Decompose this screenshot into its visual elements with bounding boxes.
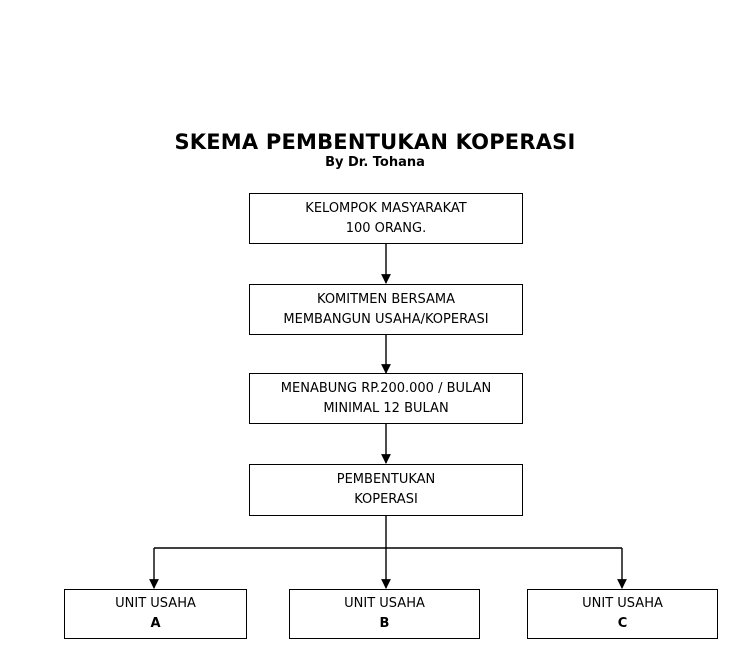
node-line: UNIT USAHA (115, 596, 196, 611)
diagram-title: SKEMA PEMBENTUKAN KOPERASI (174, 130, 576, 154)
node-line: MENABUNG RP.200.000 / BULAN (280, 380, 492, 396)
node-line: KELOMPOK MASYARAKAT (305, 200, 467, 216)
node-line: UNIT USAHA (344, 596, 425, 611)
node-line: MINIMAL 12 BULAN (323, 400, 449, 416)
node-komitmen-bersama (249, 284, 523, 335)
node-line: A (150, 616, 161, 631)
node-line: B (379, 616, 390, 631)
node-line: KOMITMEN BERSAMA (317, 291, 455, 307)
node-line: UNIT USAHA (582, 596, 663, 611)
node-line: KOPERASI (354, 492, 418, 507)
node-unit-usaha-a (64, 589, 247, 639)
node-line: PEMBENTUKAN (336, 472, 436, 487)
node-line: 100 ORANG. (345, 220, 427, 236)
diagram-subtitle: By Dr. Tohana (325, 155, 425, 170)
node-menabung (249, 373, 523, 424)
node-pembentukan-koperasi (249, 464, 523, 516)
node-line: MEMBANGUN USAHA/KOPERASI (283, 311, 489, 327)
node-unit-usaha-c (527, 589, 718, 639)
node-unit-usaha-b (289, 589, 480, 639)
node-line: C (617, 616, 628, 631)
node-kelompok-masyarakat (249, 193, 523, 244)
